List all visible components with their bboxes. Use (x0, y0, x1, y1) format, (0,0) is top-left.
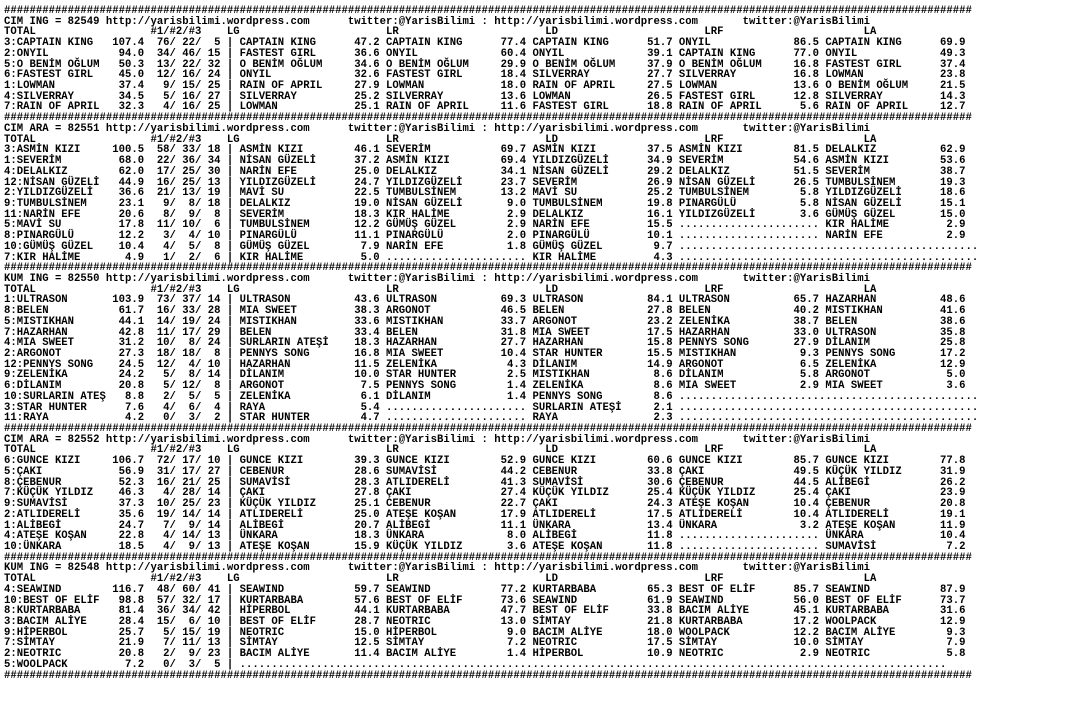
report-row: 10:BEST OF ELİF 98.8 57/ 32/ 17 | KURTARBABA 57.6 BEST OF ELİF 73.6 SEAWIND 61.9 SEAWIND 56.0 BEST OF ELİF 73.7 (4, 594, 966, 607)
separator-line: ######################################################################################################################################################## (4, 551, 972, 564)
report-row: 3:ASMİN KIZI 100.5 58/ 33/ 18 | ASMİN KIZI 46.1 SEVERİM 69.7 ASMİN KIZI 37.5 ASMİN KIZI 81.5 DELALKIZ 62.9 (4, 144, 966, 157)
race-header: KUM ING = 82548 http://yarisbilimi.wordpress.com twitter:@YarisBilimi : http://yarisbilimi.wordpress.com twitter:@YarisBilimi (4, 562, 870, 575)
report-row: 4:DELALKIZ 62.0 17/ 25/ 30 | NARİN EFE 25.0 DELALKIZ 34.1 NİSAN GÜZELİ 29.2 DELALKIZ 51.5 SEVERİM 38.7 (4, 165, 966, 178)
report-row: 12:PENNYS SONG 24.5 12/ 4/ 10 | HAZARHAN 11.5 ZELENİKA 4.3 DİLANIM 14.9 ARGONOT 6.5 ZELENİKA 12.9 (4, 358, 966, 371)
report-row: 12:NİSAN GÜZELİ 44.9 16/ 25/ 13 | YILDIZGÜZELİ 24.7 YILDIZGÜZELİ 23.7 SEVERİM 26.9 NİSAN GÜZELİ 26.5 TUMBULSİNEM 19.3 (4, 176, 966, 189)
race-header: CIM ING = 82549 http://yarisbilimi.wordpress.com twitter:@YarisBilimi : http://yarisbilimi.wordpress.com twitter:@YarisBilimi (4, 15, 870, 28)
separator-line: ######################################################################################################################################################## (4, 112, 972, 125)
report-row: 5:MAVİ SU 17.8 11/ 10/ 6 | TUMBULSİNEM 12.2 GÜMÜŞ GÜZEL 2.9 NARİN EFE 15.5 ...................... KIR HALİME 2.9 (4, 219, 966, 232)
report-row: 4:SEAWIND 116.7 48/ 60/ 41 | SEAWIND 59.7 SEAWIND 77.2 KURTARBABA 65.3 BEST OF ELİF 85.7 SEAWIND 87.9 (4, 583, 966, 596)
report-row: 3:STAR HUNTER 7.6 4/ 6/ 4 | RAYA 5.4 ...................... SURLARIN ATEŞİ 2.1 ............................................... (4, 401, 979, 414)
report-row: 9:HİPERBOL 25.7 5/ 15/ 19 | NEOTRIC 15.0 HİPERBOL 9.0 BACIM ALİYE 18.0 WOOLPACK 12.2 BACIM ALİYE 9.3 (4, 626, 966, 639)
report-row: 9:ZELENİKA 24.2 5/ 8/ 14 | DİLANIM 10.0 STAR HUNTER 2.5 MISTIKHAN 8.6 DİLANIM 5.8 ARGONOT 5.0 (4, 369, 966, 382)
report-row: 7:RAIN OF APRIL 32.3 4/ 16/ 25 | LOWMAN 25.1 RAIN OF APRIL 11.6 FASTEST GIRL 18.8 RAIN OF APRIL 5.6 RAIN OF APRIL 12.7 (4, 101, 966, 114)
report-row: 7:KIR HALİME 4.9 1/ 2/ 6 | KIR HALİME 5.0 ...................... KIR HALİME 4.3 ............................................... (4, 251, 979, 264)
report-row: 5:MISTIKHAN 44.1 14/ 19/ 24 | MISTIKHAN 33.6 MISTIKHAN 33.7 ARGONOT 23.2 ZELENİKA 38.7 BELEN 38.6 (4, 315, 966, 328)
report-row: 10:GÜMÜŞ GÜZEL 10.4 4/ 5/ 8 | GÜMÜŞ GÜZEL 7.9 NARİN EFE 1.8 GÜMÜŞ GÜZEL 9.7 ............................................... (4, 240, 979, 253)
report-row: 11:RAYA 4.2 0/ 3/ 2 | STAR HUNTER 4.7 ...................... RAYA 2.3 ............................................... (4, 412, 979, 425)
report-row: 2:YILDIZGÜZELİ 36.6 21/ 13/ 19 | MAVİ SU 22.5 TUMBULSİNEM 13.2 MAVİ SU 25.2 TUMBULSİNEM 5.8 YILDIZGÜZELİ 18.6 (4, 187, 966, 200)
report-row: 5:O BENİM OĞLUM 50.3 13/ 22/ 32 | O BENİM OĞLUM 34.6 O BENİM OĞLUM 29.9 O BENİM OĞLUM 37.9 O BENİM OĞLUM 16.8 FASTEST GIRL 37.4 (4, 58, 966, 71)
report-row: 2:ATLIDERELİ 35.6 19/ 14/ 14 | ATLIDERELİ 25.0 ATEŞE KOŞAN 17.9 ATLIDERELİ 17.5 ATLIDERELİ 10.4 ATLIDERELİ 19.1 (4, 508, 966, 521)
report-row: 11:NARİN EFE 20.6 8/ 9/ 8 | SEVERİM 18.3 KIR HALİME 2.9 DELALKIZ 16.1 YILDIZGÜZELİ 3.6 GÜMÜŞ GÜZEL 15.0 (4, 208, 966, 221)
separator-line: ######################################################################################################################################################## (4, 5, 972, 17)
report-row: 8:PINARGÜLÜ 12.2 3/ 4/ 10 | PINARGÜLÜ 11.1 PINARGÜLÜ 2.0 PINARGÜLÜ 10.1 ...................... NARİN EFE 2.9 (4, 230, 966, 243)
report-row: 9:SUMAVİSİ 37.3 10/ 25/ 23 | KÜÇÜK YILDIZ 25.1 CEBENUR 22.7 ÇAKI 24.3 ATEŞE KOŞAN 10.4 ÇEBENUR 20.8 (4, 498, 966, 511)
report-row: 1:ALİBEGİ 24.7 7/ 9/ 14 | ALİBEGİ 20.7 ALİBEGİ 11.1 ÜNKARA 13.4 ÜNKARA 3.2 ATEŞE KOŞAN 11.9 (4, 519, 966, 532)
race-header: CIM ARA = 82552 http://yarisbilimi.wordpress.com twitter:@YarisBilimi : http://yarisbilimi.wordpress.com twitter:@YarisBilimi (4, 433, 870, 446)
report-row: 1:LOWMAN 37.4 9/ 15/ 25 | RAIN OF APRIL 27.9 LOWMAN 18.0 RAIN OF APRIL 27.5 LOWMAN 13.6 O BENİM OĞLUM 21.5 (4, 80, 966, 93)
separator-line: ######################################################################################################################################################## (4, 423, 972, 436)
report-row: 4:SILVERRAY 34.5 5/ 16/ 27 | SILVERRAY 25.2 SILVERRAY 13.6 LOWMAN 26.5 FASTEST GIRL 12.8 SILVERRAY 14.3 (4, 90, 966, 103)
report-row: 3:BACIM ALİYE 28.4 15/ 6/ 10 | BEST OF ELİF 28.7 NEOTRIC 13.0 SİMTAY 21.8 KURTARBABA 17.2 WOOLPACK 12.9 (4, 615, 966, 628)
report-row: 8:ÇEBENUR 52.3 16/ 21/ 25 | SUMAVİSİ 28.3 ATLIDERELİ 41.3 SUMAVİSİ 30.6 ÇEBENUR 44.5 ALİBEGİ 26.2 (4, 476, 966, 489)
report-row: 8:KURTARBABA 81.4 36/ 34/ 42 | HİPERBOL 44.1 KURTARBABA 47.7 BEST OF ELİF 33.8 BACIM ALİYE 45.1 KURTARBABA 31.6 (4, 605, 966, 618)
report-row: 10:SURLARIN ATEŞ 8.8 2/ 5/ 5 | ZELENİKA 6.1 DİLANIM 1.4 PENNYS SONG 8.6 ............................................... (4, 390, 979, 403)
column-header: TOTAL #1/#2/#3 LG LR LD LRF LA (4, 26, 877, 39)
column-header: TOTAL #1/#2/#3 LG LR LD LRF LA (4, 444, 877, 457)
separator-line: ######################################################################################################################################################## (4, 669, 972, 682)
report-row: 8:BELEN 61.7 16/ 33/ 28 | MIA SWEET 38.3 ARGONOT 46.5 BELEN 27.8 BELEN 40.2 MISTIKHAN 41.6 (4, 305, 966, 318)
report-row: 7:HAZARHAN 42.8 11/ 17/ 29 | BELEN 33.4 BELEN 31.8 MIA SWEET 17.5 HAZARHAN 33.0 ULTRASON 35.8 (4, 326, 966, 339)
column-header: TOTAL #1/#2/#3 LG LR LD LRF LA (4, 573, 877, 586)
report-row: 2:ONYIL 94.0 34/ 46/ 15 | FASTEST GIRL 36.6 ONYIL 60.4 ONYIL 39.1 CAPTAIN KING 77.0 ONYIL 49.3 (4, 47, 966, 60)
report-row: 3:CAPTAIN KING 107.4 76/ 22/ 5 | CAPTAIN KING 47.2 CAPTAIN KING 77.4 CAPTAIN KING 51.7 ONYIL 86.5 CAPTAIN KING 69.9 (4, 37, 966, 50)
race-statistics-report (4, 6, 1073, 706)
report-row: 2:NEOTRIC 20.8 2/ 9/ 23 | BACIM ALİYE 11.4 BACIM ALİYE 1.4 HİPERBOL 10.9 NEOTRIC 2.9 NEOTRIC 5.8 (4, 648, 966, 661)
race-header: CIM ARA = 82551 http://yarisbilimi.wordpress.com twitter:@YarisBilimi : http://yarisbilimi.wordpress.com twitter:@YarisBilimi (4, 122, 870, 135)
report-row: 7:KÜÇÜK YILDIZ 46.3 4/ 28/ 14 | ÇAKI 27.8 ÇAKI 27.4 KÜÇÜK YILDIZ 25.4 KÜÇÜK YILDIZ 25.4 ÇAKI 23.9 (4, 487, 966, 500)
report-row: 4:ATEŞE KOŞAN 22.8 4/ 14/ 13 | ÜNKARA 18.3 ÜNKARA 8.0 ALİBEGİ 11.8 ...................... ÜNKARA 10.4 (4, 530, 966, 543)
report-row: 6:GUNCE KIZI 106.7 72/ 17/ 10 | GUNCE KIZI 39.3 GUNCE KIZI 52.9 GUNCE KIZI 60.6 GUNCE KIZI 85.7 GUNCE KIZI 77.8 (4, 455, 966, 468)
separator-line: ######################################################################################################################################################## (4, 262, 972, 275)
report-row: 1:ULTRASON 103.9 73/ 37/ 14 | ULTRASON 43.6 ULTRASON 69.3 ULTRASON 84.1 ULTRASON 65.7 HAZARHAN 48.6 (4, 294, 966, 307)
column-header: TOTAL #1/#2/#3 LG LR LD LRF LA (4, 133, 877, 146)
report-row: 5:WOOLPACK 7.2 0/ 3/ 5 | ............................................................................................................... (4, 658, 947, 671)
report-row: 7:SİMTAY 21.9 7/ 11/ 13 | SİMTAY 12.5 SİMTAY 7.2 NEOTRIC 17.5 SİMTAY 10.0 SİMTAY 7.9 (4, 637, 966, 650)
report-row: 9:TUMBULSİNEM 23.1 9/ 8/ 18 | DELALKIZ 19.0 NİSAN GÜZELİ 9.0 TUMBULSİNEM 19.8 PINARGÜLÜ 5.8 NİSAN GÜZELİ 15.1 (4, 197, 966, 210)
report-row: 6:DİLANIM 20.8 5/ 12/ 8 | ARGONOT 7.5 PENNYS SONG 1.4 ZELENİKA 8.6 MIA SWEET 2.9 MIA SWEET 3.6 (4, 380, 966, 393)
report-row: 6:FASTEST GIRL 45.0 12/ 16/ 24 | ONYIL 32.6 FASTEST GIRL 18.4 SILVERRAY 27.7 SILVERRAY 16.8 LOWMAN 23.8 (4, 69, 966, 82)
column-header: TOTAL #1/#2/#3 LG LR LD LRF LA (4, 283, 877, 296)
report-row: 5:ÇAKI 56.9 31/ 17/ 27 | CEBENUR 28.6 SUMAVİSİ 44.2 CEBENUR 33.8 ÇAKI 49.5 KÜÇÜK YILDIZ 31.9 (4, 465, 966, 478)
report-row: 10:ÜNKARA 18.5 4/ 9/ 13 | ATEŞE KOŞAN 15.9 KÜÇÜK YILDIZ 3.6 ATEŞE KOŞAN 11.8 ...................... SUMAVİSİ 7.2 (4, 540, 966, 553)
race-header: KUM ING = 82550 http://yarisbilimi.wordpress.com twitter:@YarisBilimi : http://yarisbilimi.wordpress.com twitter:@YarisBilimi (4, 272, 870, 285)
report-row: 4:MIA SWEET 31.2 10/ 8/ 24 | SURLARIN ATEŞİ 18.3 HAZARHAN 27.7 HAZARHAN 15.8 PENNYS SONG 27.9 DİLANIM 25.8 (4, 337, 966, 350)
report-row: 1:SEVERİM 68.0 22/ 36/ 34 | NİSAN GÜZELİ 37.2 ASMİN KIZI 69.4 YILDIZGÜZELİ 34.9 SEVERİM 54.6 ASMİN KIZI 53.6 (4, 155, 966, 168)
report-row: 2:ARGONOT 27.3 18/ 18/ 8 | PENNYS SONG 16.8 MIA SWEET 10.4 STAR HUNTER 15.5 MISTIKHAN 9.3 PENNYS SONG 17.2 (4, 348, 966, 360)
